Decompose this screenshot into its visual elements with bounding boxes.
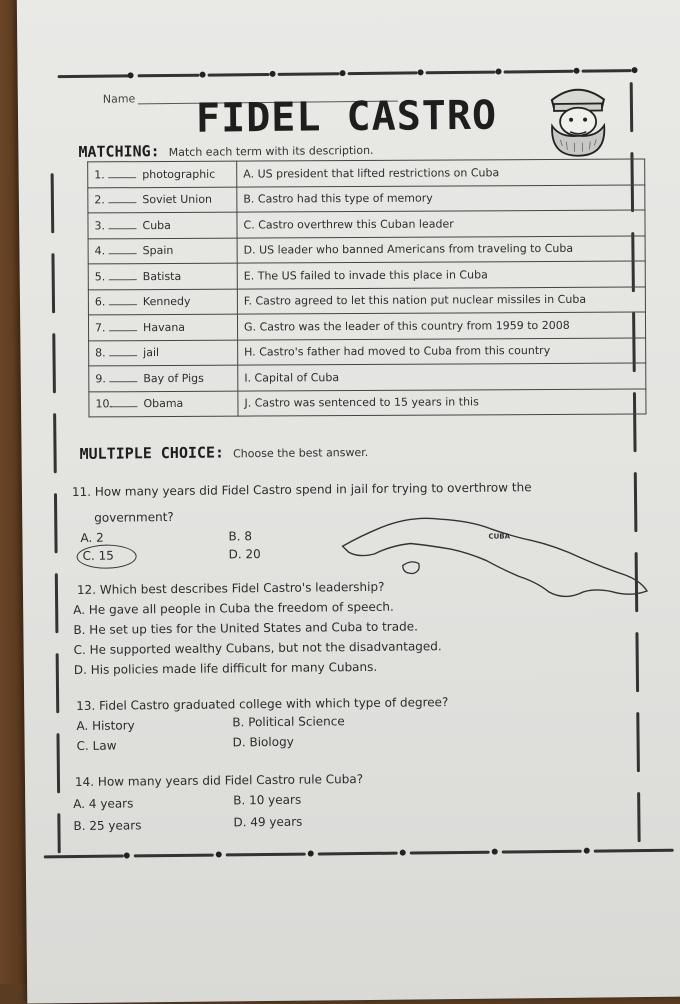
matching-description: H. Castro's father had moved to Cuba from this country <box>238 337 646 365</box>
matching-heading <box>78 140 373 161</box>
answer-blank[interactable] <box>108 202 136 203</box>
matching-description: E. The US failed to invade this place in Cuba <box>237 261 645 289</box>
answer-blank[interactable] <box>109 355 137 356</box>
matching-instruction: Match each term with its description. <box>169 144 374 159</box>
term-number: 8. <box>95 347 109 360</box>
q12-option-c[interactable]: C. He supported wealthy Cubans, but not the disadvantaged. <box>74 639 442 657</box>
matching-term-cell <box>88 161 237 187</box>
q12-option-d[interactable]: D. His policies made life difficult for many Cubans. <box>74 660 378 677</box>
matching-term: Obama <box>143 397 183 410</box>
answer-blank[interactable] <box>109 406 137 407</box>
term-number: 4. <box>95 245 109 258</box>
q13-option-a[interactable]: A. History <box>76 718 134 733</box>
matching-term-cell <box>89 365 238 391</box>
term-number: 6. <box>95 296 109 309</box>
matching-heading-label: MATCHING: <box>78 142 159 161</box>
q13-option-c[interactable]: C. Law <box>77 739 117 753</box>
worksheet-title: FIDEL CASTRO <box>196 93 497 142</box>
q14-option-c[interactable]: B. 25 years <box>73 818 141 833</box>
answer-blank[interactable] <box>108 177 136 178</box>
left-border-ribbon <box>50 93 61 853</box>
worksheet-paper <box>17 0 680 1004</box>
bottom-border-ribbon <box>44 849 680 862</box>
matching-description: B. Castro had this type of memory <box>237 184 645 212</box>
matching-table <box>87 158 646 417</box>
castro-portrait-illustration <box>542 79 615 158</box>
multiple-choice-instruction: Choose the best answer. <box>233 446 368 460</box>
term-number: 3. <box>94 219 108 232</box>
q13-option-b[interactable]: B. Political Science <box>232 714 344 729</box>
matching-row <box>89 337 646 365</box>
answer-blank[interactable] <box>109 330 137 331</box>
cuba-map-label: CUBA <box>488 532 510 540</box>
matching-term: Soviet Union <box>142 193 212 206</box>
term-number: 5. <box>95 270 109 283</box>
matching-term: Bay of Pigs <box>143 372 204 385</box>
matching-description: C. Castro overthrew this Cuban leader <box>237 210 645 238</box>
term-number: 9. <box>95 372 109 385</box>
multiple-choice-heading-label: MULTIPLE CHOICE: <box>79 443 224 463</box>
question-14-text: 14. How many years did Fidel Castro rule Cuba? <box>75 772 363 789</box>
matching-term-cell <box>88 187 237 213</box>
term-number: 1. <box>94 168 108 181</box>
term-number: 10. <box>95 398 109 411</box>
question-11-text-cont: government? <box>94 510 174 525</box>
matching-row <box>88 286 645 314</box>
matching-row <box>88 159 645 187</box>
matching-term-cell <box>88 314 237 340</box>
matching-description: A. US president that lifted restrictions on Cuba <box>237 159 645 187</box>
answer-blank[interactable] <box>109 279 137 280</box>
answer-blank[interactable] <box>109 304 137 305</box>
q11-option-d[interactable]: D. 20 <box>229 547 261 561</box>
matching-term-cell <box>88 212 237 238</box>
matching-term: photographic <box>142 167 215 180</box>
question-13-text: 13. Fidel Castro graduated college with which type of degree? <box>76 695 448 713</box>
q13-option-d[interactable]: D. Biology <box>233 735 294 750</box>
answer-blank[interactable] <box>109 381 137 382</box>
matching-term: jail <box>143 346 159 359</box>
matching-row <box>88 184 645 212</box>
matching-description: G. Castro was the leader of this country from 1959 to 2008 <box>237 312 645 340</box>
matching-row <box>89 363 646 391</box>
matching-row <box>88 312 645 340</box>
q12-option-a[interactable]: A. He gave all people in Cuba the freedom of speech. <box>73 600 394 617</box>
matching-term: Batista <box>143 270 182 283</box>
matching-term: Spain <box>143 244 174 257</box>
cuba-map-illustration <box>340 505 651 608</box>
answer-blank[interactable] <box>109 228 137 229</box>
matching-row <box>88 235 645 263</box>
q14-option-b[interactable]: B. 10 years <box>233 793 301 808</box>
matching-term: Kennedy <box>143 295 191 308</box>
multiple-choice-heading <box>79 442 368 463</box>
question-11-text: 11. How many years did Fidel Castro spend in jail for trying to overthrow the <box>72 480 532 499</box>
answer-blank[interactable] <box>109 253 137 254</box>
matching-term-cell <box>89 340 238 366</box>
matching-row <box>88 210 645 238</box>
matching-term-cell <box>88 289 237 315</box>
matching-term-cell <box>88 263 237 289</box>
matching-term-cell <box>88 238 237 264</box>
q11-option-a[interactable]: A. 2 <box>80 531 103 545</box>
matching-term: Cuba <box>142 219 170 232</box>
term-number: 2. <box>94 194 108 207</box>
answer-circle-mark <box>77 544 137 569</box>
matching-row <box>88 261 645 289</box>
matching-term: Havana <box>143 321 185 334</box>
term-number: 7. <box>95 321 109 334</box>
matching-description: J. Castro was sentenced to 15 years in this <box>238 388 646 416</box>
matching-term-cell <box>89 391 238 417</box>
q11-option-c[interactable]: C. 15 <box>83 549 114 563</box>
matching-description: D. US leader who banned Americans from traveling to Cuba <box>237 235 645 263</box>
matching-description: F. Castro agreed to let this nation put nuclear missiles in Cuba <box>237 286 645 314</box>
q11-option-b[interactable]: B. 8 <box>228 529 252 543</box>
matching-row <box>89 388 646 416</box>
matching-description: I. Capital of Cuba <box>238 363 646 391</box>
q14-option-a[interactable]: A. 4 years <box>73 796 133 811</box>
name-label: Name <box>103 92 136 105</box>
question-12-text: 12. Which best describes Fidel Castro's leadership? <box>77 580 385 597</box>
q14-option-d[interactable]: D. 49 years <box>233 815 302 830</box>
q12-option-b[interactable]: B. He set up ties for the United States and Cuba to trade. <box>73 619 418 637</box>
